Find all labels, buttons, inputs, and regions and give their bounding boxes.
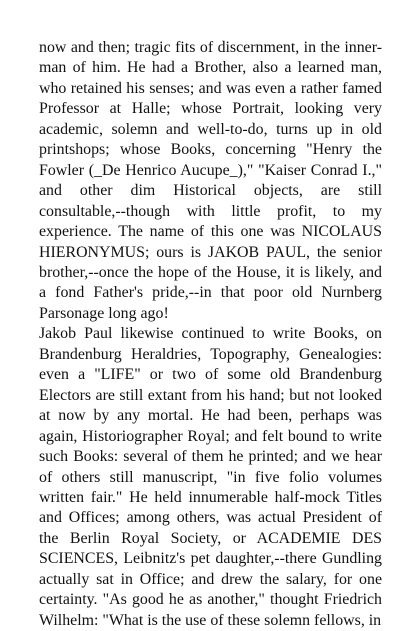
paragraph-1: now and then; tragic fits of discernment, in the inner-man of him. He had a Brother, also a learned man, who retained his senses; and was even a rather famed Professor at Halle; whose Portrait, looking very academic, solemn and well-to-do, turns up in old printshops; whose Books, concerning "Henry the Fowler (_De Henrico Aucupe_)," "Kaiser Conrad I.," and other dim Historical objects, are still consultable,--though with little profit, to my experience. The name of this one was NICOLAUS HIERONYMUS; ours is JAKOB PAUL, the senior brother,--once the hope of the House, it is likely, and a fond Father's pride,--in that poor old Nurnberg Parsonage long ago! bbox=[39, 39, 382, 322]
paragraph-2: Jakob Paul likewise continued to write Books, on Brandenburg Heraldries, Topography, Genealogies: even a "LIFE" or two of some old Brandenburg Electors are still extant from his hand; but not looked at now by any mortal. He had been, perhaps was again, Historiographer Royal; and felt bound to write such Books: several of them he printed; and we hear of others still manuscript, "in five folio volumes written fair." He held innumerable half-mock Titles and Offices; among others, was actual President of the Berlin Royal Society, or ACADEMIE DES SCIENCES, Leibnitz's pet daughter,--there Gundling actually sat in Office; and drew the salary, for one certainty. "As good he as another," thought Friedrich Wilhelm: "What is the use of these solemn fellows, in bbox=[39, 325, 382, 629]
document-page bbox=[39, 38, 382, 631]
